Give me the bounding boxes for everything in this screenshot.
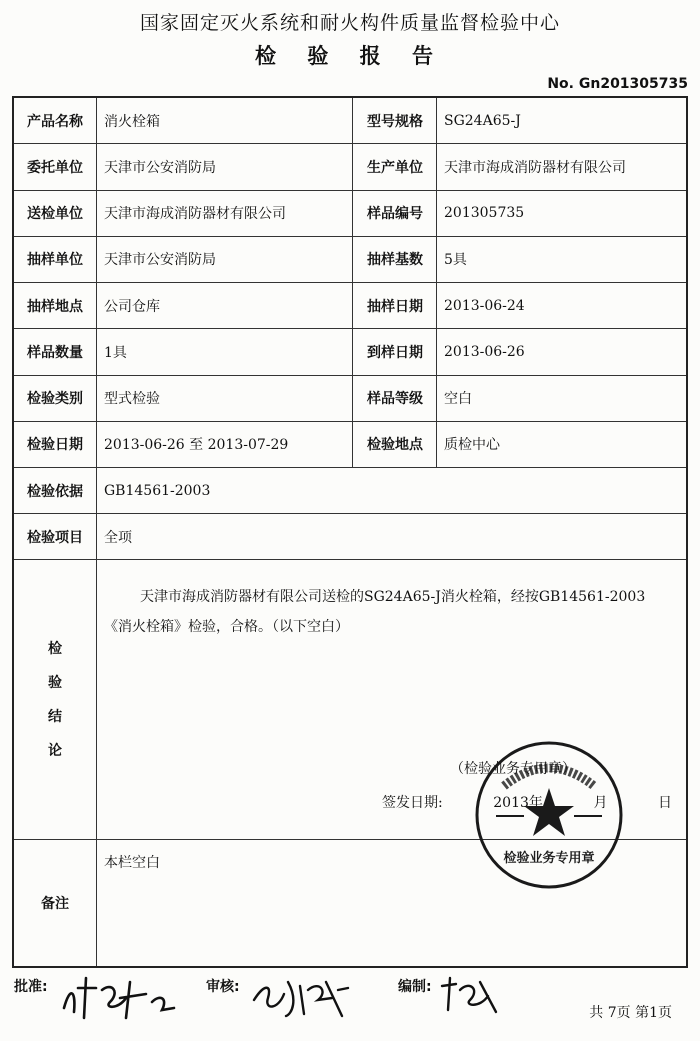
remarks-label: 备注 (41, 896, 69, 912)
seal-bottom-text: 检验业务专用章 (503, 851, 595, 866)
field-label: 样品等级 (367, 391, 423, 408)
field-row (14, 144, 686, 190)
field-label: 样品数量 (27, 344, 83, 361)
field-label: 委托单位 (27, 159, 83, 176)
field-label: 检验日期 (27, 437, 83, 454)
review-label: 审核: (206, 979, 240, 995)
field-value: 公司仓库 (104, 298, 160, 315)
compile-label: 编制: (398, 979, 432, 995)
field-row (14, 329, 686, 375)
field-value: 1具 (104, 344, 127, 361)
field-value: 2013-06-26 (444, 343, 525, 360)
conclusion-label-char: 结 (48, 708, 62, 725)
reviewer-signature (248, 970, 358, 1022)
conclusion-unit: （检验业务专用章） (450, 761, 576, 777)
field-value: 天津市海成消防器材有限公司 (104, 206, 286, 223)
field-row (14, 237, 686, 283)
field-value: 型式检验 (104, 391, 160, 408)
field-label: 抽样日期 (367, 298, 423, 315)
page-count: 共 7页 第1页 (589, 1005, 672, 1021)
conclusion-label-char: 论 (48, 742, 62, 759)
field-value: 质检中心 (444, 437, 500, 454)
issue-date-label: 签发日期: (382, 795, 443, 811)
issue-date-month: 月 (593, 795, 608, 811)
field-label: 产品名称 (27, 113, 83, 130)
items-label: 检验项目 (27, 529, 83, 546)
field-value: 2013-06-26 至 2013-07-29 (104, 437, 289, 454)
seal-arc-lettering (504, 768, 594, 786)
field-row (14, 376, 686, 422)
basis-row (14, 468, 686, 514)
field-value: 天津市公安消防局 (104, 159, 216, 176)
field-label: 送检单位 (27, 206, 83, 223)
field-label: 抽样单位 (27, 252, 83, 269)
conclusion-label-char: 检 (48, 640, 62, 657)
compiler-signature (436, 972, 506, 1018)
field-value: 2013-06-24 (444, 297, 525, 314)
field-row (14, 98, 686, 144)
document-title: 检 验 报 告 (255, 44, 445, 68)
conclusion-label-char: 验 (48, 674, 62, 691)
remarks-value: 本栏空白 (104, 855, 160, 871)
field-label: 到样日期 (367, 344, 423, 361)
field-value: 天津市海成消防器材有限公司 (444, 159, 626, 176)
conclusion-label (14, 560, 96, 839)
conclusion-text: 天津市海成消防器材有限公司送检的SG24A65-J消火栓箱，经按GB14561-2003《消火栓箱》检验，合格。（以下空白） (104, 589, 646, 635)
items-row (14, 514, 686, 560)
issue-date-day: 日 (658, 795, 672, 811)
basis-label: 检验依据 (27, 483, 83, 500)
report-number: No. Gn201305735 (547, 76, 688, 92)
field-value: 201305735 (444, 205, 525, 222)
field-label: 生产单位 (367, 159, 423, 176)
field-value: 天津市公安消防局 (104, 252, 216, 269)
approve-label: 批准: (14, 979, 48, 995)
field-row (14, 422, 686, 468)
field-label: 检验类别 (27, 391, 83, 408)
field-label: 检验地点 (367, 437, 423, 454)
items-value: 全项 (104, 529, 132, 546)
field-value: 消火栓箱 (104, 113, 160, 130)
official-seal (474, 740, 624, 890)
field-label: 抽样基数 (367, 252, 423, 269)
field-value: 5具 (444, 252, 467, 269)
org-title: 国家固定灭火系统和耐火构件质量监督检验中心 (139, 12, 560, 34)
field-row (14, 191, 686, 237)
star-icon (524, 788, 574, 836)
field-value: 空白 (444, 391, 472, 408)
field-label: 型号规格 (367, 113, 423, 130)
field-value: SG24A65-J (444, 112, 521, 129)
field-label: 抽样地点 (27, 298, 83, 315)
approver-signature (56, 968, 186, 1024)
field-row (14, 283, 686, 329)
field-label: 样品编号 (367, 206, 423, 223)
basis-value: GB14561-2003 (104, 482, 211, 499)
issue-date-year: 2013年 (493, 795, 543, 811)
